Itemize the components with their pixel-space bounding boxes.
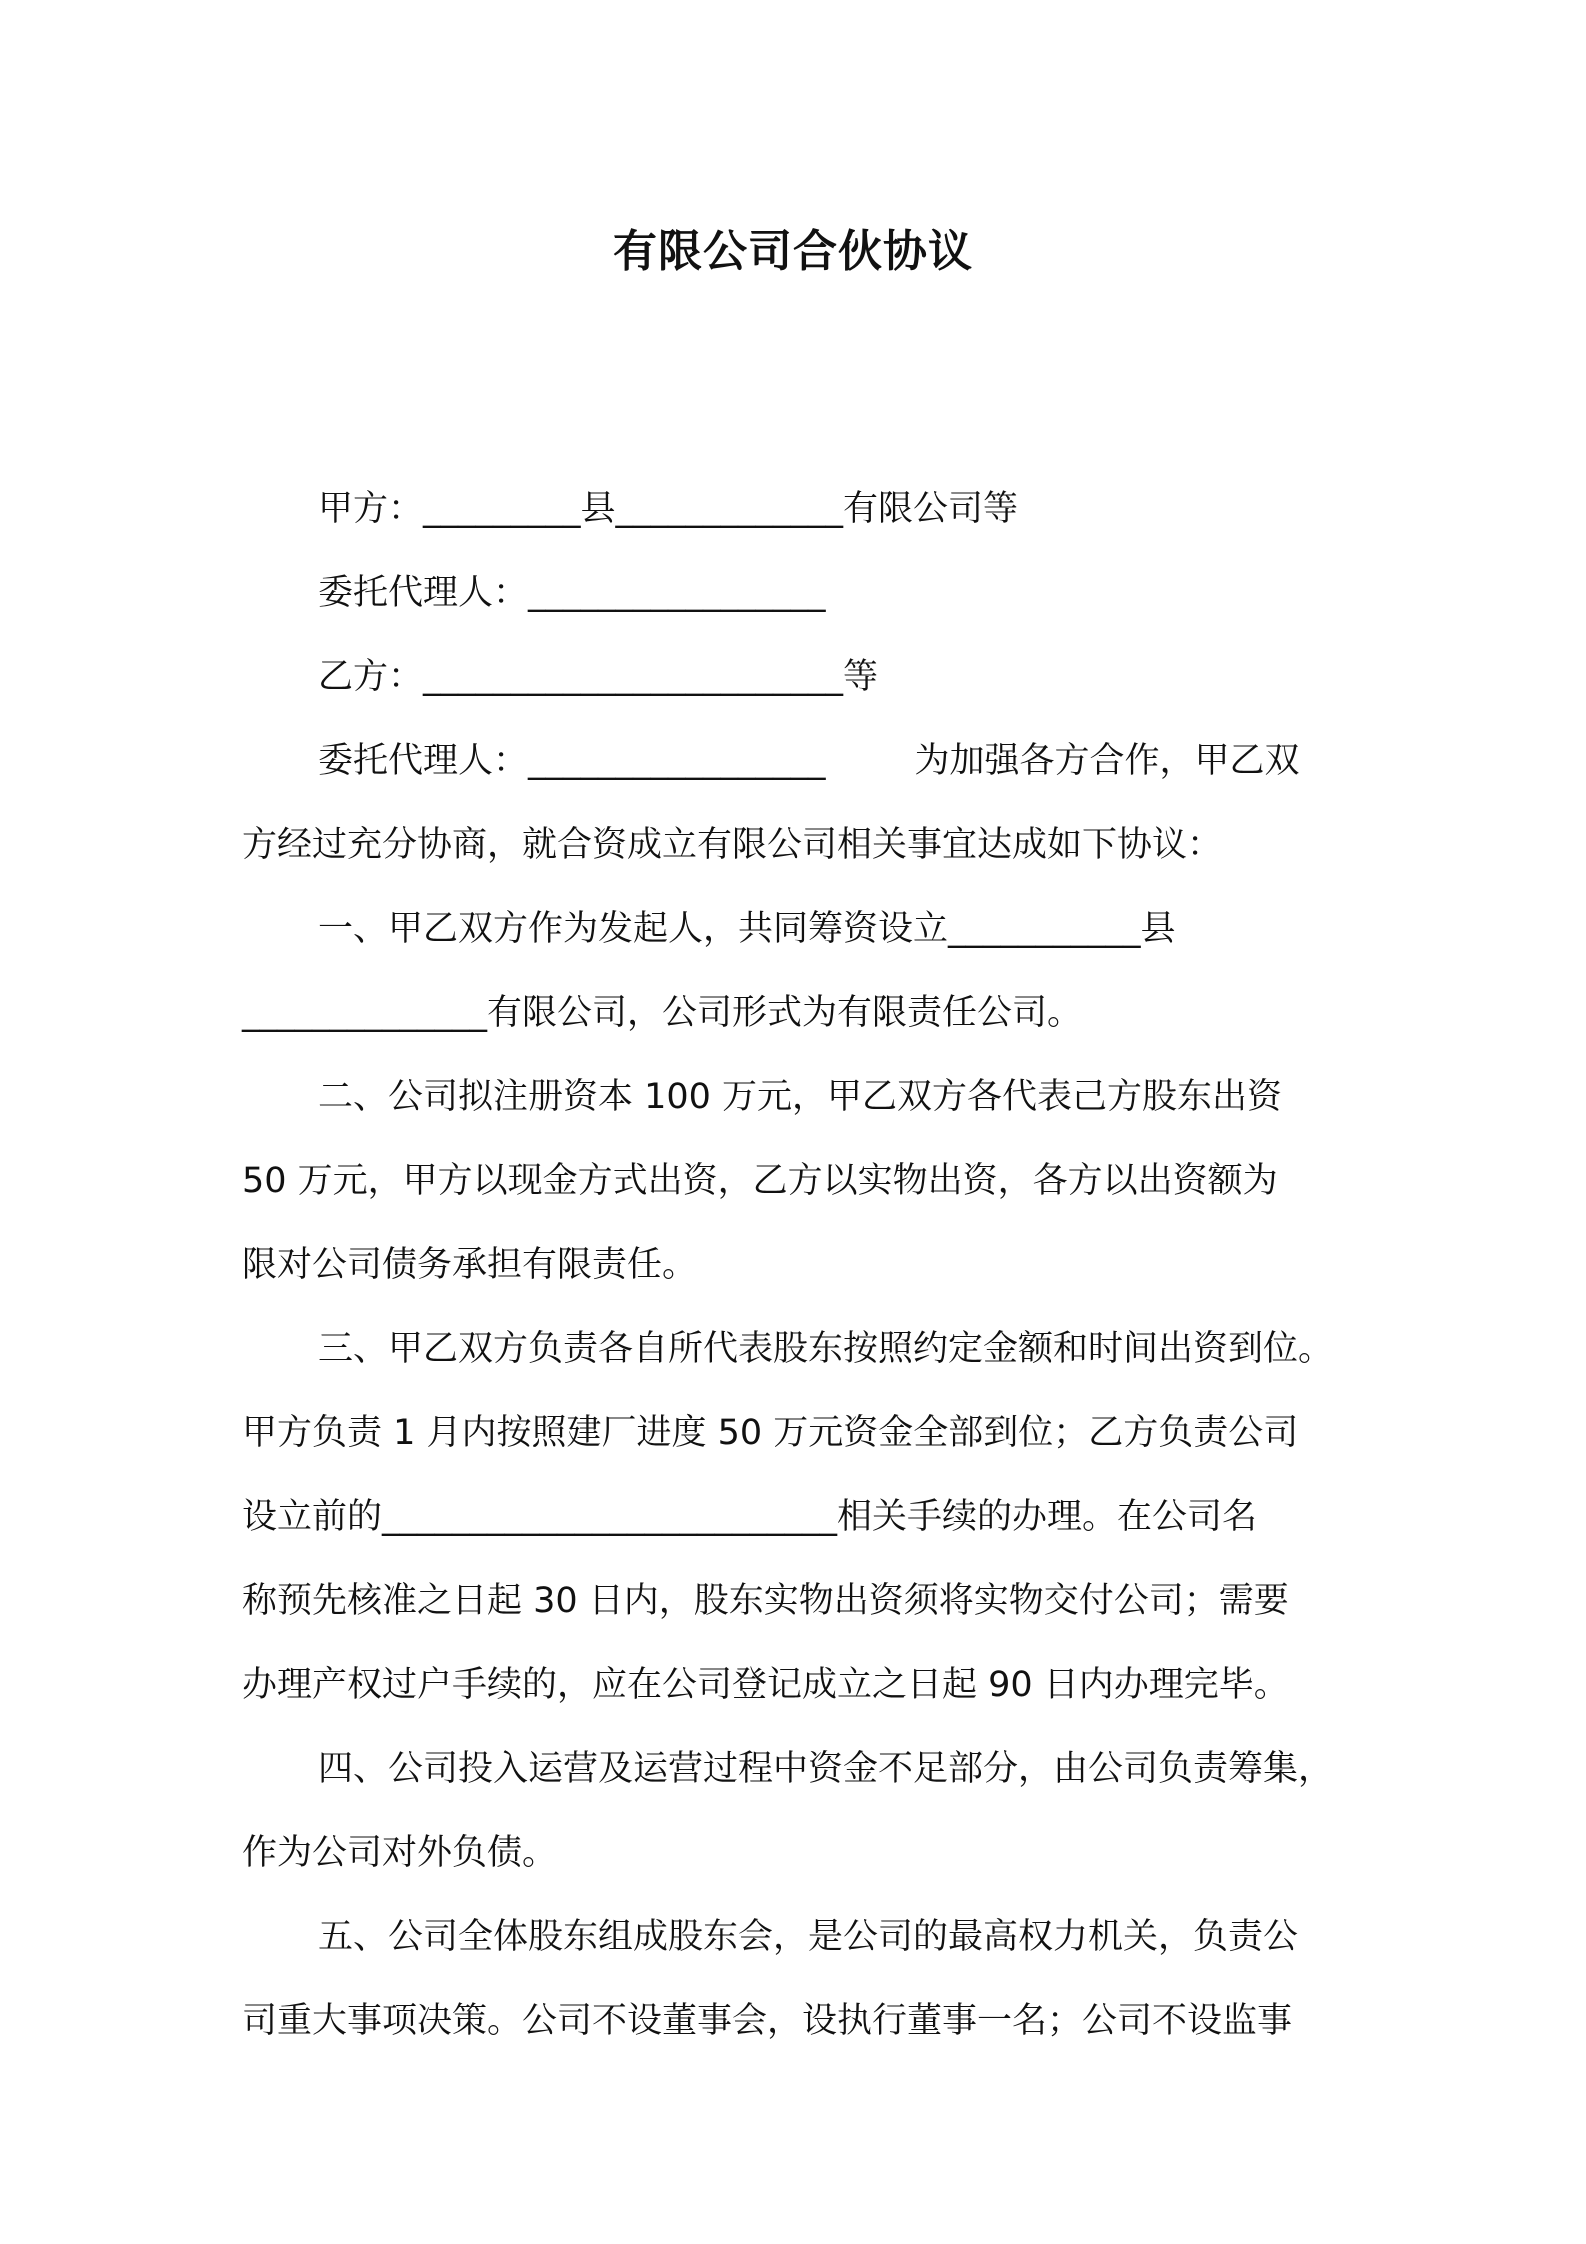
clause-3-line: 办理产权过户手续的，应在公司登记成立之日起 90 日内办理完毕。	[242, 1665, 1289, 1705]
clause-3-line: 三、甲乙双方负责各自所代表股东按照约定金额和时间出资到位。	[318, 1329, 1334, 1369]
clause-2-line: 二、公司拟注册资本 100 万元，甲乙双方各代表己方股东出资	[318, 1077, 1283, 1117]
clause-3-line: 称预先核准之日起 30 日内，股东实物出资须将实物交付公司；需要	[242, 1581, 1289, 1621]
clause-3-line: 设立前的__________________________相关手续的办理。在公司名	[242, 1497, 1258, 1537]
party-a-agent-line: 委托代理人：_________________	[318, 573, 826, 613]
paragraph-line: 方经过充分协商，就合资成立有限公司相关事宜达成如下协议：	[242, 825, 1223, 865]
clause-1-line: ______________有限公司，公司形式为有限责任公司。	[242, 993, 1083, 1033]
clause-5-line: 五、公司全体股东组成股东会，是公司的最高权力机关，负责公	[318, 1917, 1299, 1957]
clause-1-line: 一、甲乙双方作为发起人，共同筹资设立___________县	[318, 909, 1176, 949]
clause-4-line: 作为公司对外负债。	[242, 1833, 558, 1873]
party-b-agent-line: 委托代理人：_________________ 为加强各方合作，甲乙双	[318, 741, 1300, 781]
clause-4-line: 四、公司投入运营及运营过程中资金不足部分，由公司负责筹集，	[318, 1749, 1334, 1789]
clause-2-line: 50 万元，甲方以现金方式出资，乙方以实物出资，各方以出资额为	[242, 1161, 1278, 1201]
party-a-line: 甲方：_________县_____________有限公司等	[318, 489, 1019, 529]
clause-2-line: 限对公司债务承担有限责任。	[242, 1245, 698, 1285]
document-title: 有限公司合伙协议	[613, 226, 973, 277]
clause-3-line: 甲方负责 1 月内按照建厂进度 50 万元资金全部到位；乙方负责公司	[242, 1413, 1299, 1453]
clause-5-line: 司重大事项决策。公司不设董事会，设执行董事一名；公司不设监事	[242, 2001, 1293, 2041]
party-b-line: 乙方：________________________等	[318, 657, 879, 697]
